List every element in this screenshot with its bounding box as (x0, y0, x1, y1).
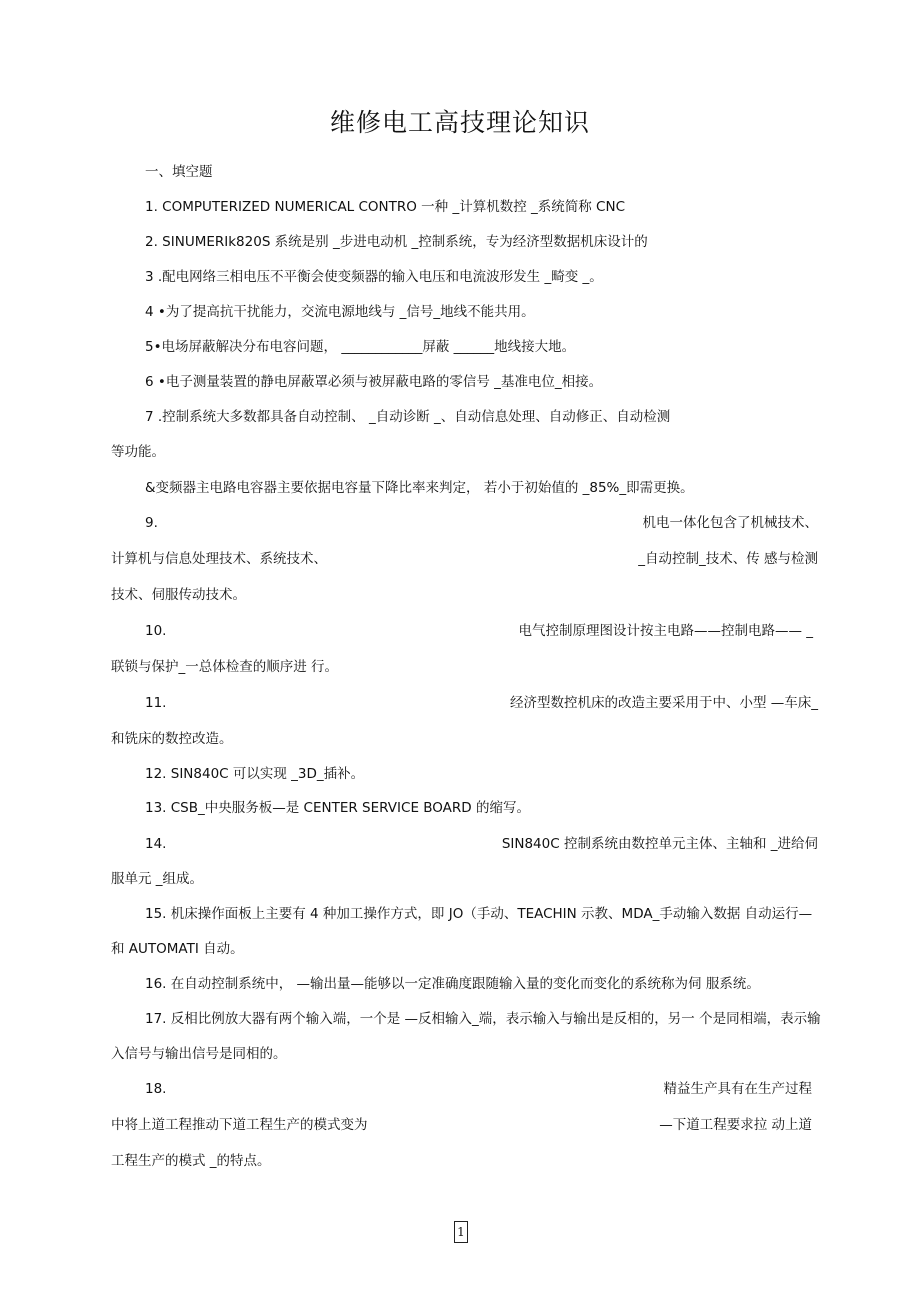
item-1: 1. COMPUTERIZED NUMERICAL CONTRO 一种 _计算机数控 _系统简称 CNC (145, 199, 626, 215)
item-18-line2-left: 中将上道工程推动下道工程生产的模式变为 (111, 1117, 368, 1133)
item-10-text: 电气控制原理图设计按主电路——控制电路—— _ (518, 623, 813, 639)
item-5: 5•电场屏蔽解决分布电容问题， ____________屏蔽 ______地线接大地。 (145, 339, 576, 355)
item-6: 6 •电子测量装置的静电屏蔽罩必须与被屏蔽电路的零信号 _基准电位_相接。 (145, 374, 603, 390)
item-13: 13. CSB_中央服务板—是 CENTER SERVICE BOARD 的缩写。 (145, 800, 530, 816)
item-14-line2: 服单元 _组成。 (111, 871, 204, 887)
item-10-number: 10. (145, 623, 167, 639)
item-4: 4 •为了提高抗干扰能力，交流电源地线与 _信号_地线不能共用。 (145, 304, 535, 320)
item-8: &变频器主电路电容器主要依据电容量下降比率来判定， 若小于初始值的 _85%_即需更换。 (145, 480, 694, 496)
item-9-line2-left: 计算机与信息处理技术、系统技术、 (111, 551, 327, 567)
item-18-text: 精益生产具有在生产过程 (663, 1081, 812, 1097)
item-14-text: SIN840C 控制系统由数控单元主体、主轴和 _进给伺 (501, 836, 818, 852)
item-15-line2: 和 AUTOMATI 自动。 (111, 941, 244, 957)
item-7: 7 .控制系统大多数都具备自动控制、 _自动诊断 _、自动信息处理、自动修正、自动检测 (145, 409, 671, 425)
item-17-line2: 入信号与输出信号是同相的。 (111, 1046, 287, 1062)
item-14-number: 14. (145, 836, 167, 852)
item-2: 2. SINUMERIk820S 系统是别 _步进电动机 _控制系统，专为经济型数据机床设计的 (145, 234, 648, 250)
item-7-cont: 等功能。 (111, 444, 165, 460)
item-3: 3 .配电网络三相电压不平衡会使变频器的输入电压和电流波形发生 _畸变 _。 (145, 269, 603, 285)
item-9-text: 机电一体化包含了机械技术、 (642, 515, 818, 531)
item-12: 12. SIN840C 可以实现 _3D_插补。 (145, 766, 365, 782)
item-16: 16. 在自动控制系统中， —输出量—能够以一定准确度跟随输入量的变化而变化的系统称为伺 服系统。 (145, 976, 760, 992)
item-10-line2: 联锁与保护_一总体检查的顺序进 行。 (111, 659, 339, 675)
page-number: 1 (454, 1221, 468, 1243)
item-17: 17. 反相比例放大器有两个输入端，一个是 —反相输入_端，表示输入与输出是反相的，另一 个是同相端，表示输 (145, 1011, 821, 1027)
item-11-number: 11. (145, 695, 167, 711)
item-18-line2-right: —下道工程要求拉 动上道 (659, 1117, 812, 1133)
item-9-line2-right: _自动控制_技术、传 感与检测 (638, 551, 818, 567)
item-18-line3: 工程生产的模式 _的特点。 (111, 1153, 271, 1169)
item-15: 15. 机床操作面板上主要有 4 种加工操作方式，即 JO（手动、TEACHIN 示教、MDA_手动输入数据 自动运行— (145, 906, 813, 922)
item-9-line3: 技术、伺服传动技术。 (111, 587, 246, 603)
item-9-number: 9. (145, 515, 158, 531)
item-11-line2: 和铣床的数控改造。 (111, 731, 233, 747)
item-11-text: 经济型数控机床的改造主要采用于中、小型 —车床_ (509, 695, 818, 711)
item-18-number: 18. (145, 1081, 167, 1097)
page-title: 维修电工高技理论知识 (329, 108, 590, 137)
section-heading: 一、填空题 (145, 164, 213, 180)
